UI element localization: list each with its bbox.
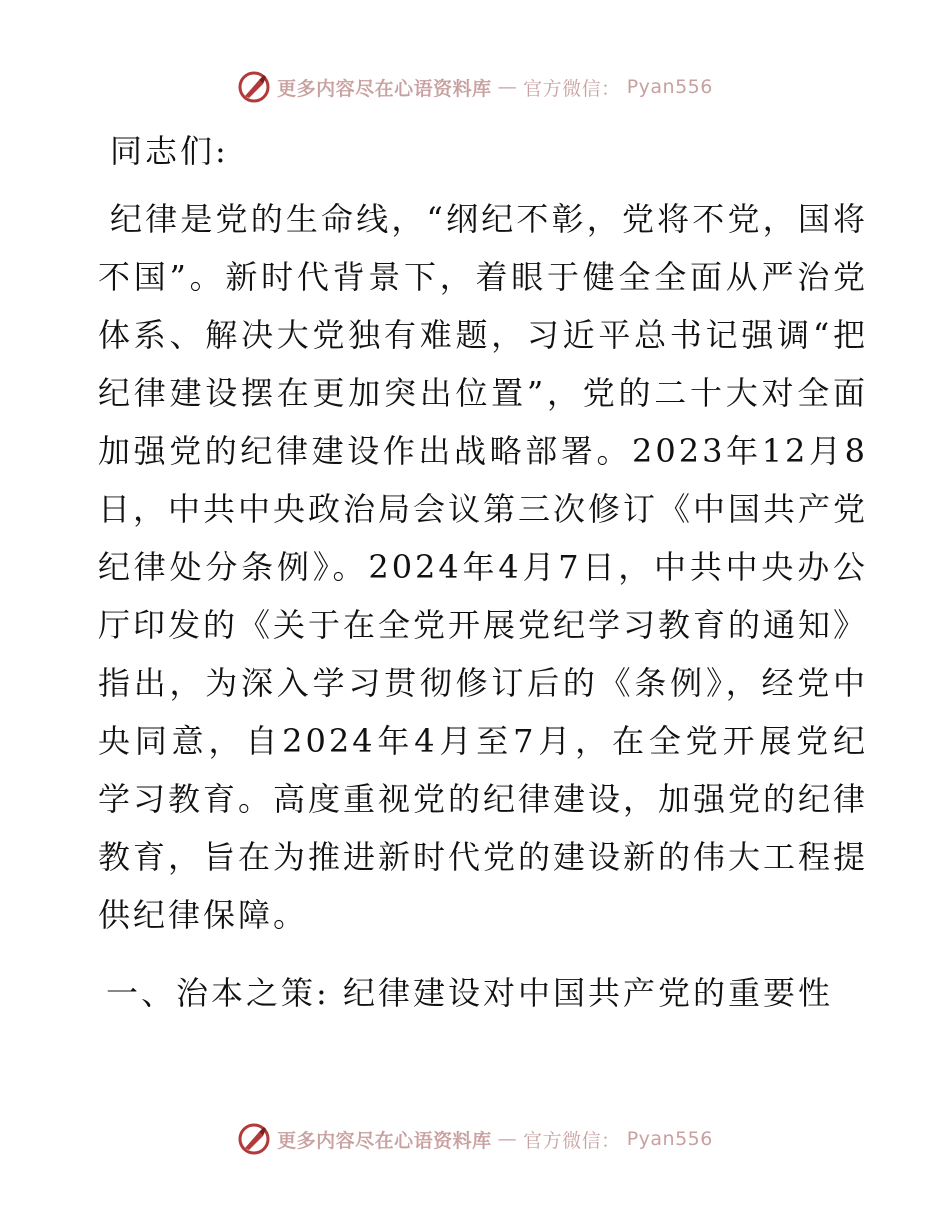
watermark-separator: — [497,1128,518,1150]
watermark-brand: 更多内容尽在心语资料库 [277,1129,492,1152]
header-watermark [0,70,950,104]
footer-watermark [0,1122,950,1156]
pen-nib-logo-icon [237,1122,271,1156]
watermark-brand: 更多内容尽在心语资料库 [277,77,492,100]
document-body [98,122,868,1022]
watermark-account: Pyan556 [626,1128,713,1150]
watermark-account: Pyan556 [626,76,713,98]
greeting: 同志们: [110,132,229,170]
paragraph-1: 纪律是党的生命线，“纲纪不彰，党将不党，国将不国”。新时代背景下，着眼于健全全面从严治党体系、解决大党独有难题，习近平总书记强调“把纪律建设摆在更加突出位置”，党的二十大对全面加强党的纪律建设作出战略部署。2023年12月8日，中共中央政治局会议第三次修订《中国共产党纪律处分条例》。2024年4月7日，中共中央办公厅印发的《关于在全党开展党纪学习教育的通知》指出，为深入学习贯彻修订后的《条例》，经党中央同意，自2024年4月至7月，在全党开展党纪学习教育。高度重视党的纪律建设，加强党的纪律教育，旨在为推进新时代党的建设新的伟大工程提供纪律保障。 [98,200,869,934]
watermark-label: 官方微信： [523,1129,621,1152]
section-heading-1: 一、治本之策: 纪律建设对中国共产党的重要性 [106,974,833,1012]
watermark-label: 官方微信： [523,77,621,100]
pen-nib-logo-icon [237,70,271,104]
watermark-separator: — [497,76,518,98]
